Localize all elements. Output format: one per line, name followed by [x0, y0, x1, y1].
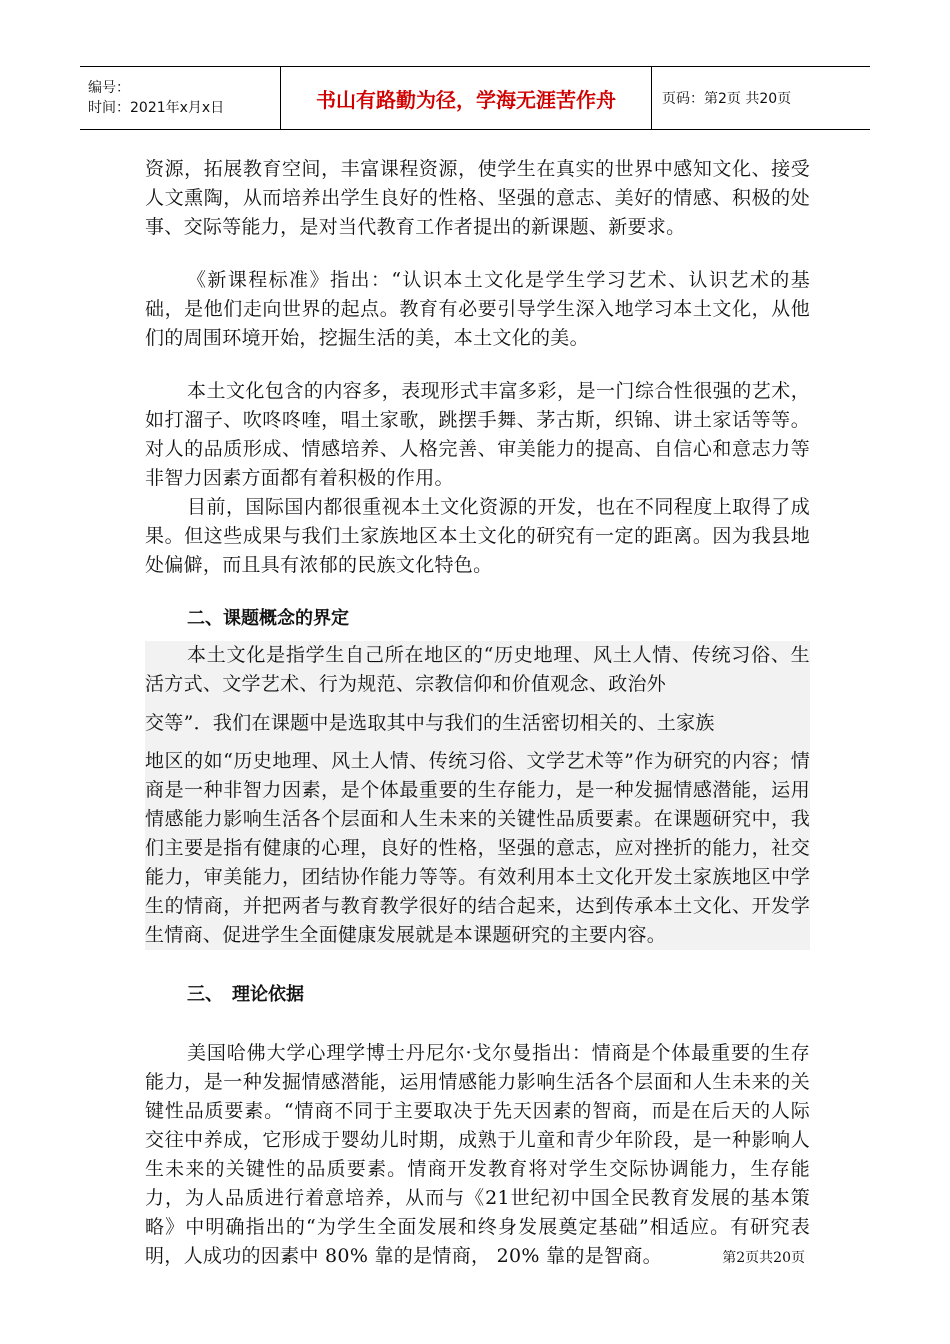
page-footer — [722, 1247, 805, 1267]
page-header — [80, 66, 870, 130]
footer-page-number: 第2页共20页 — [722, 1250, 805, 1266]
header-motto — [280, 67, 652, 129]
document-number-label: 编号： — [88, 80, 130, 96]
paragraph-current-status: 目前，国际国内都很重视本土文化资源的开发，也在不同程度上取得了成果。但这些成果与我们土家族地区本土文化的研究有一定的距离。因为我县地处偏僻，而且具有浓郁的民族文化特色。 — [145, 496, 810, 576]
document-body — [145, 155, 810, 1271]
paragraph-theory-basis: 美国哈佛大学心理学博士丹尼尔·戈尔曼指出：情商是个体最重要的生存能力，是一种发掘情感潜能，运用情感能力影响生活各个层面和人生未来的关键性品质要素。“情商不同于主要取决于先天因素的智商，而是在后天的人际交往中养成，它形成于婴幼儿时期，成熟于儿童和青少年阶段，是一种影响人生未来的关键性的品质要素。情商开发教育将对学生交际协调能力，生存能力，为人品质进行着意培养，从而与《21世纪初中国全民教育发展的基本策略》中明确指出的“为学生全面发展和终身发展奠定基础”相适应。有研究表明，人成功的因素中 80% 靠的是情商， 20% 靠的是智商。 — [145, 1042, 810, 1267]
paragraph-concept-part1: 本土文化是指学生自己所在地区的“历史地理、风土人情、传统习俗、生活方式、文学艺术、行为规范、宗教信仰和价值观念、政治外 — [145, 644, 810, 695]
paragraph-concept-part3: 地区的如“历史地理、风土人情、传统习俗、文学艺术等”作为研究的内容；情商是一种非智力因素，是个体最重要的生存能力，是一种发掘情感潜能，运用情感能力影响生活各个层面和人生未来的关键性品质要素。在课题研究中，我们主要是指有健康的心理，良好的性格，坚强的意志，应对挫折的能力，社交能力，审美能力，团结协作能力等等。有效利用本土文化开发土家族地区中学生的情商，并把两者与教育教学很好的结合起来，达到传承本土文化、开发学生情商、促进学生全面健康发展就是本课题研究的主要内容。 — [145, 750, 810, 946]
paragraph-concept-part2: 交等”．我们在课题中是选取其中与我们的生活密切相关的、土家族 — [145, 712, 715, 734]
paragraph-local-culture-content: 本土文化包含的内容多，表现形式丰富多彩，是一门综合性很强的艺术，如打溜子、吹咚咚喹，唱土家歌，跳摆手舞、茅古斯，织锦、讲土家话等等。对人的品质形成、情感培养、人格完善、审美能力的提高、自信心和意志力等非智力因素方面都有着积极的作用。 — [145, 380, 810, 489]
header-meta — [80, 67, 280, 129]
section-heading-concept: 二、课题概念的界定 — [187, 608, 349, 629]
section-heading-theory: 三、 理论依据 — [187, 984, 304, 1005]
paragraph-curriculum-standard: 《新课程标准》指出：“认识本土文化是学生学习艺术、认识艺术的基础，是他们走向世界的起点。教育有必要引导学生深入地学习本土文化，从他们的周围环境开始，挖掘生活的美，本土文化的美。 — [145, 269, 810, 349]
concept-definition-block — [145, 641, 810, 950]
document-time: 时间：2021年x月x日 — [88, 100, 225, 116]
page-code-text: 页码：第2页 共20页 — [662, 91, 792, 107]
motto-text: 书山有路勤为径，学海无涯苦作舟 — [316, 87, 616, 112]
header-page-code — [652, 67, 870, 129]
paragraph-resources: 资源，拓展教育空间，丰富课程资源，使学生在真实的世界中感知文化、接受人文熏陶，从而培养出学生良好的性格、坚强的意志、美好的情感、积极的处事、交际等能力，是对当代教育工作者提出的新课题、新要求。 — [145, 158, 810, 238]
